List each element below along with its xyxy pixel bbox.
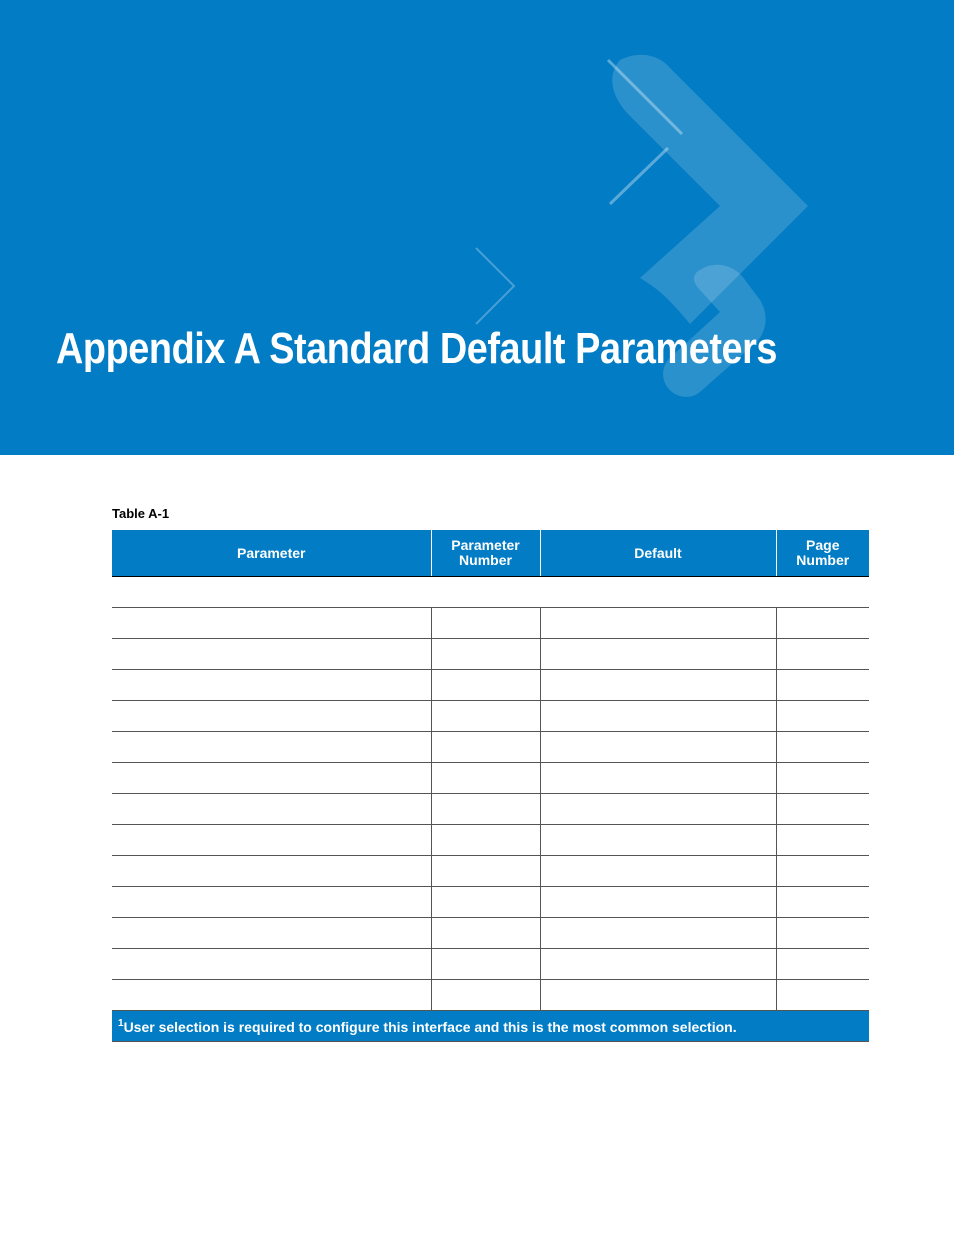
cell-page-number (776, 918, 869, 949)
cell-default (540, 949, 776, 980)
cell-parameter-number (431, 887, 540, 918)
cell-default (540, 732, 776, 763)
cell-page-number (776, 608, 869, 639)
cell-page-number (776, 639, 869, 670)
cell-parameter (112, 608, 431, 639)
cell-parameter-number (431, 980, 540, 1011)
cell-default (540, 980, 776, 1011)
table-row (112, 701, 869, 732)
cell-default (540, 918, 776, 949)
cell-parameter (112, 732, 431, 763)
footnote-row (112, 1011, 869, 1042)
footnote (112, 1011, 869, 1042)
cell-parameter-number (431, 794, 540, 825)
cell-parameter-number (431, 825, 540, 856)
table-row (112, 608, 869, 639)
table-row (112, 670, 869, 701)
cell-page-number (776, 856, 869, 887)
footnote-text: User selection is required to configure this interface and this is the most common selection. (123, 1018, 737, 1035)
footnote-marker: 1 (118, 1017, 124, 1029)
cell-default (540, 887, 776, 918)
cell-parameter-number (431, 763, 540, 794)
cell-parameter-number (431, 701, 540, 732)
cell-default (540, 701, 776, 732)
table-caption: Table A-1 (112, 506, 170, 521)
cell-parameter-number (431, 670, 540, 701)
cell-page-number (776, 763, 869, 794)
cell-default (540, 856, 776, 887)
cell-parameter (112, 794, 431, 825)
table-row (112, 763, 869, 794)
cell-page-number (776, 701, 869, 732)
table-row (112, 732, 869, 763)
cell-parameter (112, 887, 431, 918)
table-body (112, 577, 869, 1011)
cell-parameter (112, 949, 431, 980)
cell-parameter-number (431, 856, 540, 887)
cell-default (540, 639, 776, 670)
table-row (112, 918, 869, 949)
cell-parameter-number (431, 918, 540, 949)
cell-parameter (112, 763, 431, 794)
default-parameters-table (112, 530, 869, 1042)
chapter-banner (0, 0, 954, 455)
cell-parameter (112, 670, 431, 701)
cell-default (540, 670, 776, 701)
cell-parameter-number (431, 949, 540, 980)
header-parameter: Parameter (112, 530, 431, 577)
cell-parameter (112, 825, 431, 856)
cell-parameter-number (431, 639, 540, 670)
cell-page-number (776, 980, 869, 1011)
cell-default (540, 608, 776, 639)
cell-default (540, 763, 776, 794)
header-parameter-number: Parameter Number (431, 530, 540, 577)
table-row (112, 856, 869, 887)
cell-page-number (776, 794, 869, 825)
table-row (112, 887, 869, 918)
table-row (112, 949, 869, 980)
cell-parameter (112, 639, 431, 670)
cell-parameter (112, 980, 431, 1011)
section-row (112, 577, 869, 608)
table-row (112, 639, 869, 670)
cell-parameter (112, 701, 431, 732)
cell-default (540, 794, 776, 825)
cell-parameter (112, 918, 431, 949)
cell-parameter-number (431, 608, 540, 639)
cell-default (540, 825, 776, 856)
cell-parameter-number (431, 732, 540, 763)
table-row (112, 794, 869, 825)
table-row (112, 825, 869, 856)
table-header-row (112, 530, 869, 577)
cell-page-number (776, 887, 869, 918)
brand-chevron-graphic (0, 0, 954, 455)
cell-page-number (776, 825, 869, 856)
header-page-number: Page Number (776, 530, 869, 577)
table-row (112, 980, 869, 1011)
section-label (112, 577, 869, 608)
cell-parameter (112, 856, 431, 887)
cell-page-number (776, 949, 869, 980)
cell-page-number (776, 732, 869, 763)
page-title: Appendix A Standard Default Parameters (56, 324, 778, 373)
header-default: Default (540, 530, 776, 577)
cell-page-number (776, 670, 869, 701)
